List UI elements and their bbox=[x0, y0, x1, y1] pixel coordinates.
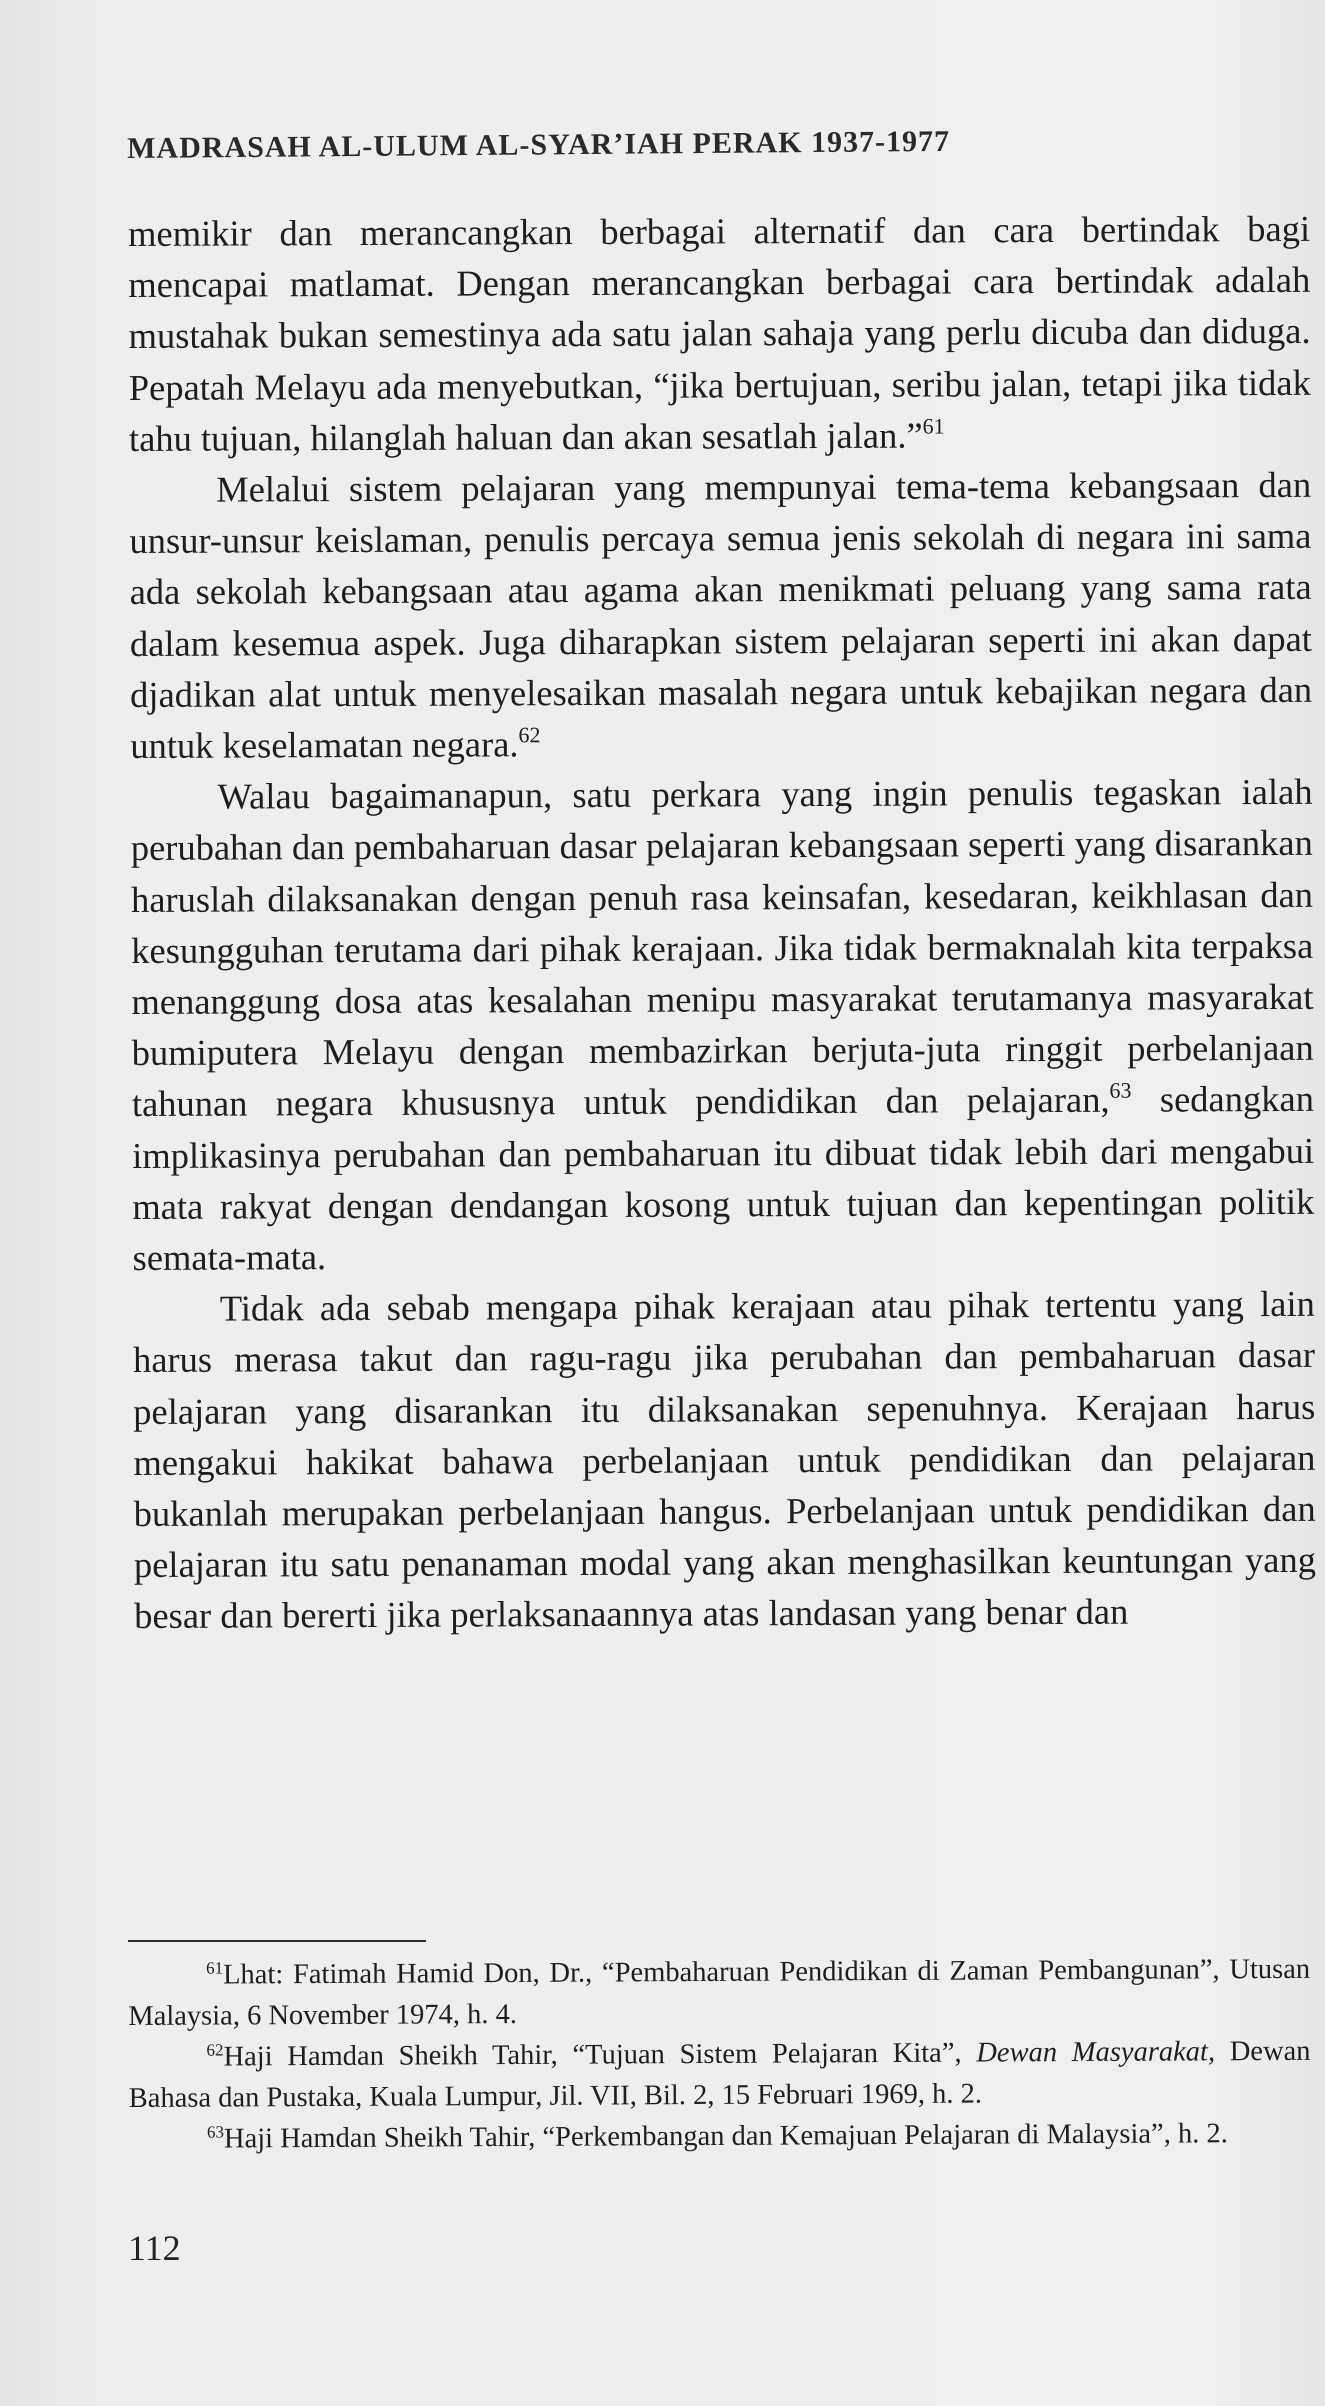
footnote-number: 61 bbox=[206, 1958, 224, 1978]
footnote-text: Lhat: Fatimah Hamid Don, Dr., “Pembaharuan Pendidikan di Zaman Pembangunan”, Utusan Malaysia, 6 November 1974, h. 4. bbox=[128, 1953, 1311, 2032]
footnotes bbox=[128, 1949, 1311, 2160]
paragraph-3-text-a: Walau bagaimanapun, satu perkara yang ingin penulis tegaskan ialah perubahan dan pembaharuan dasar pelajaran kebangsaan seperti yang disarankan haruslah dilaksanakan dengan penuh rasa keinsafan, kesedaran, keikhlasan dan kesungguhan terutama dari pihak kerajaan. Jika tidak bermaknalah kita terpaksa menanggung dosa atas kesalahan menipu masyarakat terutamanya masyarakat bumiputera Melayu dengan membazirkan berjuta-juta ringgit perbelanjaan tahunan negara khususnya untuk pendidikan dan pelajaran, bbox=[130, 771, 1314, 1125]
footnote-ref-62: 62 bbox=[518, 722, 541, 748]
body-text bbox=[128, 203, 1316, 1642]
paragraph-3 bbox=[130, 766, 1314, 1283]
paragraph-3-text-b: sedangkan implikasinya perubahan dan pembaharuan itu dibuat tidak lebih dari mengabui mata rakyat dengan dendangan kosong untuk tujuan dan kepentingan politik semata-mata. bbox=[132, 1078, 1315, 1279]
footnote-ref-61: 61 bbox=[922, 413, 945, 439]
footnote-61 bbox=[128, 1949, 1310, 2037]
running-head: MADRASAH AL-ULUM AL-SYAR’IAH PERAK 1937-1977 bbox=[127, 124, 951, 165]
footnote-text: Haji Hamdan Sheikh Tahir, “Perkembangan dan Kemajuan Pelajaran di Malaysia”, h. 2. bbox=[223, 2118, 1228, 2155]
footnote-ref-63: 63 bbox=[1109, 1078, 1132, 1104]
paragraph-4 bbox=[133, 1278, 1317, 1642]
footnote-text: Haji Hamdan Sheikh Tahir, “Tujuan Sistem Pelajaran Kita”, bbox=[223, 2037, 977, 2073]
paragraph-2 bbox=[129, 459, 1312, 771]
footnote-63 bbox=[129, 2113, 1311, 2160]
paragraph-4-text: Tidak ada sebab mengapa pihak kerajaan atau pihak tertentu yang lain harus merasa takut dan ragu-ragu jika perubahan dan pembaharuan dasar pelajaran yang disarankan itu dilaksanakan sepenuhnya. Kerajaan harus mengakui hakikat bahawa perbelanjaan untuk pendidikan dan pelajaran bukanlah merupakan perbelanjaan hangus. Perbelanjaan untuk pendidikan dan pelajaran itu satu penanaman modal yang akan menghasilkan keuntungan yang besar dan bererti jika perlaksanaannya atas landasan yang benar dan bbox=[132, 1283, 1316, 1637]
footnote-rule bbox=[128, 1940, 426, 1942]
footnote-text-rest: Dewan Bahasa dan Pustaka, Kuala Lumpur, Jil. VII, Bil. 2, 15 Februari 1969, h. 2. bbox=[128, 2035, 1311, 2114]
footnote-number: 63 bbox=[206, 2122, 224, 2142]
page-number: 112 bbox=[128, 2228, 181, 2268]
footnote-journal-title: Dewan Masyarakat, bbox=[976, 2036, 1216, 2069]
paragraph-2-text: Melalui sistem pelajaran yang mempunyai tema-tema kebangsaan dan unsur-unsur keislaman, penulis percaya semua jenis sekolah di negara ini sama ada sekolah kebangsaan atau agama akan menikmati peluang yang sama rata dalam kesemua aspek. Juga diharapkan sistem pelajaran seperti ini akan dapat djadikan alat untuk menyelesaikan masalah negara untuk kebajikan negara dan untuk keselamatan negara. bbox=[129, 463, 1313, 767]
paragraph-1-text: memikir dan merancangkan berbagai alternatif dan cara bertindak bagi mencapai matlamat. Dengan merancangkan berbagai cara bertindak adalah mustahak bukan semestinya ada satu jalan sahaja yang perlu dicuba dan diduga. Pepatah Melayu ada menyebutkan, “jika bertujuan, seribu jalan, tetapi jika tidak tahu tujuan, hilanglah haluan dan akan sesatlah jalan.” bbox=[128, 207, 1311, 459]
footnote-number: 62 bbox=[206, 2040, 224, 2060]
paragraph-1 bbox=[128, 203, 1311, 464]
footnote-62 bbox=[128, 2031, 1310, 2119]
